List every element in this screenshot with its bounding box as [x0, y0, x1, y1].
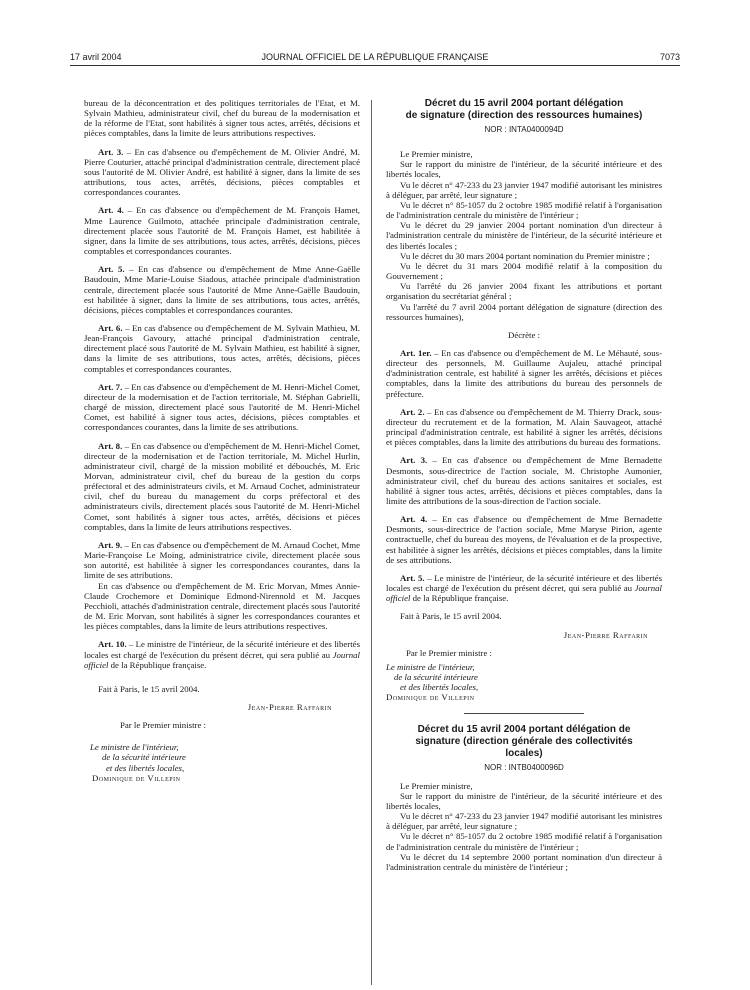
decree-2-title-line-3: locales) — [505, 747, 543, 759]
article-9-label: Art. 9. — [98, 539, 123, 550]
article-7 — [84, 382, 360, 433]
decree-2-visa-3: Vu le décret n° 85-1057 du 2 octobre 1985 modifié relatif à l'organisation de l'administration centrale du ministère de l'intérieur ; — [386, 831, 662, 852]
decree-1-minister-name: Dominique de Villepin — [386, 692, 475, 703]
decree-1-article-5-post: de la République française. — [410, 593, 509, 604]
decree-1-article-2-text: – En cas d'absence ou d'empêchement de M. Thierry Drack, sous-directeur du recrutement et de la formation, M. Alain Sauvageot, attaché principal d'administration centrale, est habilité à signer les arrêtés, décisions et pièces comptables, dans la limite des attributions du bureau des formations. — [386, 406, 662, 448]
decree-2-visa-2: Vu le décret n° 47-233 du 23 janvier 1947 modifié autorisant les ministres à déléguer, par arrêté, leur signature ; — [386, 811, 662, 832]
decree-2-nor: NOR : INTB0400096D — [484, 762, 564, 772]
decree-2-visa-4: Vu le décret du 14 septembre 2000 portant nomination d'un directeur à l'administration centrale du ministère de l'intérieur ; — [386, 851, 662, 872]
article-8 — [84, 441, 360, 532]
article-8-text: – En cas d'absence ou d'empêchement de M. Henri-Michel Comet, directeur de la modernisation et de l'action territoriale, M. Michel Hurlin, administrateur civil, chargé de la mission mobilité et débouchés, M. Eric Morvan, administrateur civil, chef du bureau de la gestion du corps préfectoral et des administrateurs civils, et M. Arnaud Cochet, administrateur civil, chef du bureau du management du corps préfectoral et des administrateurs civils, directement placés sous l'autorité de M. Henri-Michel Comet, sont habilités à signer tous actes, arrêtés, décisions et pièces comptables, dans la limite de leurs attributions respectives. — [84, 440, 361, 532]
decree-1-visa-8: Vu l'arrêté du 7 avril 2004 portant délégation de signature (direction des ressources humaines), — [386, 301, 662, 322]
decree-1-article-4 — [386, 514, 662, 565]
article-3 — [84, 147, 360, 198]
decree-1-visa-4: Vu le décret du 29 janvier 2004 portant nomination d'un directeur à l'administration centrale du ministère de l'intérieur, de la sécurité intérieure et des libertés locales ; — [386, 220, 662, 251]
article-9-paragraph-2: En cas d'absence ou d'empêchement de M. Eric Morvan, Mmes Annie-Claude Crochemore et Dominique Edmond-Nirennold et M. Jacques Pecchioli, attachés d'administration centrale, directement placés sous l'autorité de M. Eric Morvan, sont habilités à signer les correspondances courantes et les pièces comptables, dans la limite de leurs attributions respectives. — [84, 580, 360, 632]
decree-1-article-5 — [386, 573, 662, 603]
decree-1-article-3 — [386, 455, 662, 506]
decree-1-article-4-text: – En cas d'absence ou d'empêchement de Mme Bernadette Desmonts, sous-directrice de l'action sociale, Mme Maryse Pirion, agente contractuelle, chef du bureau des moyens, de l'évaluation et de la prospective, est habilitée à signer les arrêtés, décisions et pièces comptables, dans la limite de ses attributions. — [386, 514, 662, 565]
article-5-text: – En cas d'absence ou d'empêchement de Mme Anne-Gaëlle Baudouin, Mme Marie-Louise Siadous, attachée principale d'administration centrale, directement placée sous l'autorité de Mme Anne-Gaëlle Baudouin, est habilitée à signer, dans la limite de ses attributions, tous actes, arrêtés, décisions, pièces comptables et correspondances courantes. — [84, 264, 361, 315]
column-separator — [371, 100, 372, 985]
article-10-journal: Journal officiel — [84, 649, 360, 670]
article-7-label: Art. 7. — [98, 381, 123, 392]
article-10-label: Art. 10. — [98, 639, 127, 650]
decree-1-decrete: Décrète : — [508, 329, 540, 340]
fait-a-paris: Fait à Paris, le 15 avril 2004. — [98, 683, 200, 694]
minister-name: Dominique de Villepin — [92, 772, 181, 783]
decree-1-article-2-label: Art. 2. — [400, 406, 425, 417]
decree-1-article-2 — [386, 407, 662, 448]
decree-1-article-3-text: – En cas d'absence ou d'empêchement de Mme Bernadette Desmonts, sous-directrice de l'action sociale, M. Christophe Aumonier, administrateur civil, chef du bureau des actions sanitaires et sociales, est habilité à signer tous actes, arrêtés, décisions et pièces comptables, dans la limite des attributions de la sous-direction de l'action sociale. — [386, 455, 662, 506]
decree-2-premier-ministre: Le Premier ministre, — [400, 780, 473, 791]
decree-1-minister-block — [386, 662, 662, 703]
article-5 — [84, 264, 360, 315]
decree-1-title-line-2: de signature (direction des ressources humaines) — [405, 110, 643, 121]
article-6-text: – En cas d'absence ou d'empêchement de M. Sylvain Mathieu, M. Jean-François Gavoury, attaché principal d'administration centrale, directement placé sous l'autorité de M. Sylvain Mathieu, est habilité à signer, dans la limite de ses attributions, tous actes, arrêtés, décisions, pièces comptables et correspondances courantes. — [84, 322, 360, 374]
decree-1-visa-3: Vu le décret n° 85-1057 du 2 octobre 1985 modifié relatif à l'organisation de l'administration centrale du ministère de l'intérieur ; — [386, 199, 662, 221]
journal-title: JOURNAL OFFICIEL DE LA RÉPUBLIQUE FRANÇAISE — [261, 52, 489, 62]
decree-1-article-1 — [386, 348, 662, 399]
article-5-label: Art. 5. — [98, 264, 125, 275]
decree-1-visa-2: Vu le décret n° 47-233 du 23 janvier 1947 modifié autorisant les ministres à déléguer, par arrêté, leur signature ; — [386, 179, 662, 200]
page-number: 7073 — [659, 52, 680, 62]
left-column — [84, 98, 360, 783]
decree-1-signer-name: Jean-Pierre Raffarin — [563, 629, 648, 640]
article-10-post: de la République française. — [108, 659, 207, 670]
article-6 — [84, 323, 360, 374]
article-6-label: Art. 6. — [98, 322, 123, 333]
minister-line-2: de la sécurité intérieure — [102, 752, 186, 763]
decree-1-article-4-label: Art. 4. — [400, 514, 428, 525]
decree-2-visa-1: Sur le rapport du ministre de l'intérieur, de la sécurité intérieure et des libertés locales, — [386, 790, 662, 811]
article-4-label: Art. 4. — [98, 205, 124, 216]
decree-1-minister-line-2: de la sécurité intérieure — [394, 672, 478, 683]
decree-1-article-1-label: Art. 1er. — [400, 347, 432, 358]
right-column — [386, 98, 662, 872]
article-7-text: – En cas d'absence ou d'empêchement de M. Henri-Michel Comet, directeur de la modernisation et de l'action territoriale, M. Stéphan Gabrielli, chargé de mission, directement placé sous l'autorité de M. Henri-Michel Comet, est habilité à signer tous actes, décisions, pièces comptables et correspondances courantes, dans la limite de ses attributions. — [84, 381, 361, 433]
decree-2-title-line-2: signature (direction générale des collectivités — [415, 735, 633, 747]
signer-name: Jean-Pierre Raffarin — [247, 701, 332, 712]
decree-1-title — [386, 98, 662, 122]
article-3-label: Art. 3. — [98, 146, 124, 157]
decree-2-title — [386, 724, 662, 760]
decree-1-article-3-label: Art. 3. — [400, 455, 428, 466]
decree-1-minister-line-1: Le ministre de l'intérieur, — [386, 661, 475, 672]
decree-1-premier-ministre: Le Premier ministre, — [400, 149, 473, 160]
article-4-text: – En cas d'absence ou d'empêchement de M. François Hamet, Mme Laurence Guilmoto, attachée principale d'administration centrale, directement placée sous l'autorité de M. François Hamet, est habilitée à signer, dans la limite de ses attributions, tous actes, arrêtés, décisions, pièces comptables et correspondances courantes. — [84, 205, 360, 257]
minister-block — [84, 742, 360, 783]
article-10-pre: – Le ministre de l'intérieur, de la sécurité intérieure et des libertés locales est chargé de l'exécution du présent décret, qui sera publié au — [84, 639, 360, 660]
article-9 — [84, 540, 360, 581]
decree-1-par-le-premier-ministre: Par le Premier ministre : — [406, 647, 492, 658]
decree-1-visa-7: Vu l'arrêté du 26 janvier 2004 fixant les attributions et portant organisation du secrétariat général ; — [386, 281, 662, 302]
decree-1-article-5-journal: Journal officiel — [386, 583, 662, 604]
decree-2-title-line-1: Décret du 15 avril 2004 portant délégation de — [417, 723, 631, 735]
minister-line-3: et des libertés locales, — [106, 762, 185, 773]
article-10 — [84, 639, 360, 669]
decree-1-visa-6: Vu le décret du 31 mars 2004 modifié relatif à la composition du Gouvernement ; — [386, 260, 662, 282]
decree-1-article-1-text: – En cas d'absence ou d'empêchement de M. Le Méhauté, sous-directeur des personnels, M. Guillaume Aujaleu, attaché principal d'administration centrale, est habilité à signer les arrêtés, décisions et pièces comptables, dans la limite des attributions du bureau des personnels de préfecture. — [386, 347, 662, 399]
article-9-text: – En cas d'absence ou d'empêchement de M. Arnaud Cochet, Mme Marie-Françoise Le Moing, administratrice civile, directement placée sous son autorité, est habilitée à signer les correspondances courantes, dans la limite de ses attributions. — [84, 539, 361, 581]
article-8-label: Art. 8. — [98, 440, 123, 451]
decree-1-visa-5: Vu le décret du 30 mars 2004 portant nomination du Premier ministre ; — [400, 250, 650, 261]
decree-1-fait: Fait à Paris, le 15 avril 2004. — [400, 611, 502, 622]
article-3-text: – En cas d'absence ou d'empêchement de M. Olivier André, M. Pierre Couturier, attaché principal d'administration centrale, directement placé sous l'autorité de M. Olivier André, est habilité à signer, dans la limite de ses attributions, tous actes, arrêtés, décisions, pièces comptables et correspondances courantes. — [84, 146, 360, 198]
par-le-premier-ministre: Par le Premier ministre : — [120, 720, 206, 731]
header-date: 17 avril 2004 — [70, 52, 122, 62]
decree-1-article-5-pre: – Le ministre de l'intérieur, de la sécurité intérieure et des libertés locales est chargé de l'exécution du présent décret, qui sera publié au — [386, 572, 663, 594]
decree-1-article-5-label: Art. 5. — [400, 572, 425, 583]
page-header — [70, 52, 680, 66]
minister-line-1: Le ministre de l'intérieur, — [90, 742, 179, 753]
header-rule — [70, 65, 680, 66]
decree-1-title-line-1: Décret du 15 avril 2004 portant délégation — [424, 98, 624, 109]
decree-1-nor: NOR : INTA0400094D — [484, 125, 564, 134]
intro-paragraph: bureau de la déconcentration et des politiques territoriales de l'Etat, et M. Sylvain Mathieu, administrateur civil, chef du bureau de la modernisation et de la réforme de l'Etat, sont habilités à signer tous actes, arrêtés, décisions et pièces comptables, dans la limite de leurs attributions respectives. — [84, 98, 360, 139]
decree-separator-rule — [464, 713, 584, 714]
decree-1-visa-1: Sur le rapport du ministre de l'intérieur, de la sécurité intérieure et des libertés locales, — [386, 159, 662, 180]
decree-1-minister-line-3: et des libertés locales, — [400, 682, 479, 693]
article-4 — [84, 205, 360, 256]
